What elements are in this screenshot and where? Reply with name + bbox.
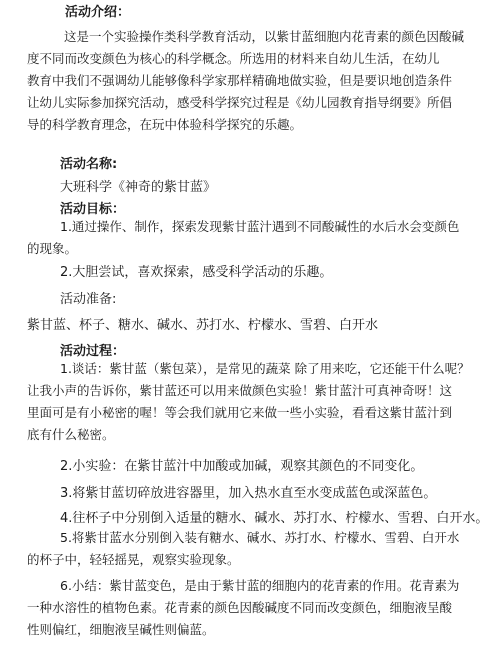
process-line: 一种水溶性的植物色素。花青素的颜色因酸碱度不同而改变颜色，细胞液呈酸 (27, 600, 453, 615)
intro-line: 导的科学教育理念，在玩中体验科学探究的乐趣。 (27, 117, 303, 132)
intro-line: 这是一个实验操作类科学教育活动，以紫甘蓝细胞内花青素的颜色因酸碱 (64, 29, 465, 44)
process-step-5 (27, 527, 500, 571)
process-step-3: 3.将紫甘蓝切碎放进容器里，加入热水直至水变成蓝色或深蓝色。 (60, 486, 437, 501)
goal-line: 的现象。 (27, 241, 78, 256)
intro-line: 教育中我们不强调幼儿能够像科学家那样精确地做实验，但是要识地创造条件 (27, 73, 453, 88)
process-line: 1.谈话：紫甘蓝（紫包菜），是常见的蔬菜 除了用来吃，它还能干什么呢？ (60, 361, 470, 376)
process-step-1 (27, 358, 500, 446)
name-heading: 活动名称: (60, 157, 118, 172)
goal-item-2: 2.大胆尝试，喜欢探索，感受科学活动的乐趣。 (60, 265, 333, 280)
process-heading: 活动过程： (60, 344, 126, 359)
goals-heading: 活动目标： (60, 202, 126, 217)
process-line: 底有什么秘密。 (27, 427, 115, 442)
intro-line: 度不同而改变颜色为核心的科学概念。所选用的材料来自幼儿生活，在幼儿 (27, 51, 440, 66)
process-line: 5.将紫甘蓝水分别倒入装有糖水、碱水、苏打水、柠檬水、雪碧、白开水 (60, 530, 460, 545)
activity-name: 大班科学《神奇的紫甘蓝》 (60, 180, 217, 195)
process-line: 里面可是有小秘密的喔！等会我们就用它来做一些小实验，看看这紫甘蓝汁到 (27, 405, 453, 420)
goal-line: 1.通过操作、制作，探索发现紫甘蓝汁遇到不同酸碱性的水后水会变颜色 (60, 219, 460, 234)
process-line: 的杯子中，轻轻摇晃，观察实验现象。 (27, 552, 240, 567)
goal-item-1 (27, 216, 496, 260)
process-step-4: 4.往杯子中分别倒入适量的糖水、碱水、苏打水、柠檬水、雪碧、白开水。 (60, 511, 489, 526)
process-line: 性则偏红，细胞液呈碱性则偏蓝。 (27, 622, 215, 637)
process-line: 6.小结：紫甘蓝变色，是由于紫甘蓝的细胞内的花青素的作用。花青素为 (60, 578, 460, 593)
prep-materials: 紫甘蓝、杯子、糖水、碱水、苏打水、柠檬水、雪碧、白开水 (27, 318, 379, 333)
intro-line: 让幼儿实际参加探究活动，感受科学探究过程是《幼儿园教育指导纲要》所倡 (27, 95, 453, 110)
process-step-6 (27, 575, 500, 641)
prep-heading: 活动准备: (60, 292, 117, 307)
process-line: 让我小声的告诉你，紫甘蓝还可以用来做颜色实验！紫甘蓝汁可真神奇呀！这 (27, 383, 453, 398)
process-step-2: 2.小实验：在紫甘蓝汁中加酸或加碱，观察其颜色的不同变化。 (60, 459, 424, 474)
intro-paragraph (27, 26, 496, 136)
intro-heading: 活动介绍： (65, 5, 131, 20)
